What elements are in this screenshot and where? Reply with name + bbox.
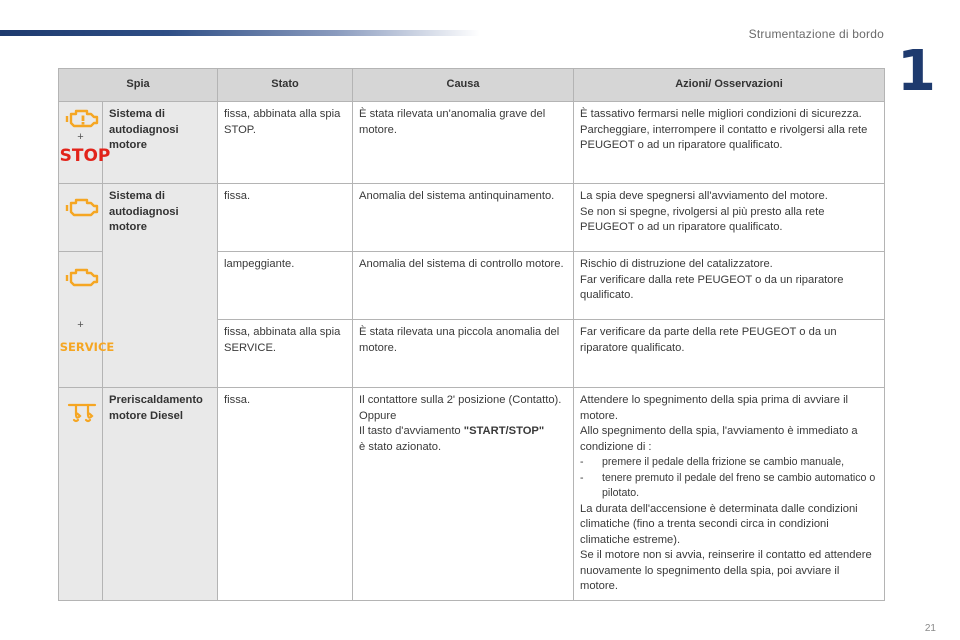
spia-name: Sistema di autodiagnosi motore (103, 184, 218, 388)
causa-line: Il contattore sulla 2' posizione (Contatto). (359, 394, 562, 406)
spia-icon-cell (59, 388, 103, 601)
service-warning-icon (59, 337, 115, 355)
causa-text: Il tasto d'avviamento (359, 425, 464, 437)
causa-cell: Anomalia del sistema di controllo motore. (353, 252, 574, 320)
column-header-azioni: Azioni/ Osservazioni (574, 69, 885, 102)
engine-warning-icon (65, 195, 101, 219)
spia-icon-cell (59, 184, 103, 252)
azioni-cell (574, 320, 885, 388)
list-text: premere il pedale della frizione se cambio manuale, (602, 456, 845, 468)
glow-plug-icon (65, 401, 99, 423)
stop-label: STOP (59, 146, 111, 166)
list-text: tenere premuto il pedale del freno se cambio automatico o pilotato. (602, 471, 876, 499)
stop-warning-icon (59, 145, 111, 166)
table-row (59, 184, 885, 252)
spia-icon-cell (59, 102, 111, 184)
azioni-cell (574, 102, 885, 184)
header-color-bar (0, 30, 480, 36)
list-item (580, 471, 878, 502)
azioni-cell (574, 184, 885, 252)
column-header-spia: Spia (59, 69, 218, 102)
list-dash: - (580, 471, 584, 484)
stato-cell: fissa, abbinata alla spia STOP. (218, 102, 353, 184)
table-header-row (59, 69, 885, 102)
causa-line: Oppure (359, 409, 397, 422)
causa-cell: Anomalia del sistema antinquinamento. (353, 184, 574, 252)
azioni-text: La spia deve spegnersi all'avviamento del motore. Se non si spegne, rivolgersi al più presto alla rete PEUGEOT o ad un riparatore qualificato. (580, 190, 828, 233)
page-number: 21 (924, 623, 936, 634)
causa-cell: È stata rilevata una piccola anomalia del motore. (353, 320, 574, 388)
engine-warning-icon (65, 265, 101, 289)
azioni-cell (574, 252, 885, 320)
causa-cell: È stata rilevata un'anomalia grave del motore. (353, 102, 574, 184)
column-header-causa: Causa (353, 69, 574, 102)
stato-cell: fissa. (218, 184, 353, 252)
azioni-text: Rischio di distruzione del catalizzatore. Far verificare dalla rete PEUGEOT o da un riparatore qualificato. (580, 258, 844, 301)
causa-cell (353, 388, 574, 601)
warning-lights-table (58, 68, 885, 601)
stato-cell: fissa, abbinata alla spia SERVICE. (218, 320, 353, 388)
start-stop-label: "START/STOP" (463, 425, 545, 437)
spia-name: Preriscaldamento motore Diesel (103, 388, 218, 601)
azioni-intro: Attendere lo spegnimento della spia prima di avviare il motore. Allo spegnimento della spia, l'avviamento è immediato a condizione di : (580, 394, 858, 453)
azioni-outro: La durata dell'accensione è determinata dalle condizioni climatiche (fino a trenta secondi circa in condizioni climatiche estreme). Se il motore non si avvia, reinserire il contatto ed attendere nuovamente lo spegnimento della spia, poi avviare il motore. (580, 502, 872, 592)
stato-cell: lampeggiante. (218, 252, 353, 320)
causa-line (359, 424, 567, 440)
azioni-text: È tassativo fermarsi nelle migliori condizioni di sicurezza. Parcheggiare, interrompere il contatto e rivolgersi alla rete PEUGEOT o ad un riparatore qualificato. (580, 108, 868, 151)
causa-line: è stato azionato. (359, 440, 442, 453)
azioni-text: Far verificare da parte della rete PEUGEOT o da un riparatore qualificato. (580, 326, 837, 354)
spia-name: Sistema di autodiagnosi motore (103, 102, 218, 184)
engine-alert-icon (65, 107, 101, 129)
column-header-stato: Stato (218, 69, 353, 102)
chapter-number: 1 (897, 39, 936, 104)
table-row (59, 388, 885, 601)
spia-icon-cell (59, 252, 115, 388)
list-dash: - (580, 456, 584, 468)
section-title: Strumentazione di bordo (748, 27, 884, 41)
list-item (580, 455, 878, 471)
azioni-cell (574, 388, 885, 601)
stato-cell: fissa. (218, 388, 353, 601)
service-label: SERVICE (59, 340, 115, 354)
plus-sign: + (77, 131, 84, 143)
table-row (59, 102, 885, 184)
plus-sign: + (77, 319, 84, 331)
